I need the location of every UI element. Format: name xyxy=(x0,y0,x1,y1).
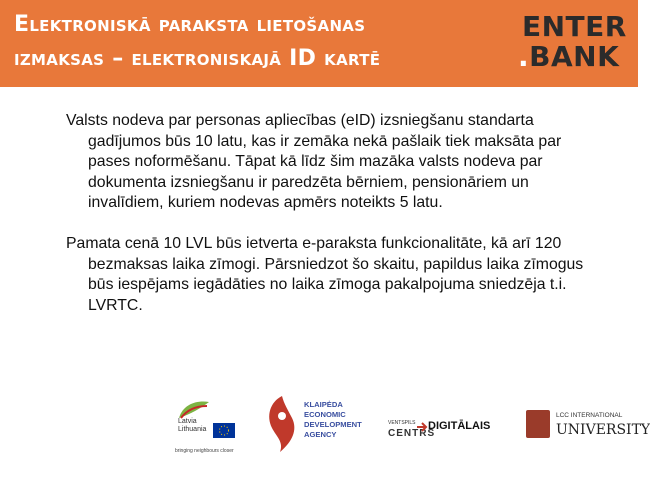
lcc-emblem-icon xyxy=(526,410,550,438)
klaipeda-text: KLAIPĖDA ECONOMIC DEVELOPMENT AGENCY xyxy=(304,400,362,439)
slide-content xyxy=(66,111,606,336)
title-line-1: Elektroniskā paraksta lietošanas xyxy=(14,12,366,37)
leaf-icon xyxy=(177,398,211,420)
digitalais-text: DIGITĀLAIS xyxy=(428,420,491,432)
paragraph-id-card-fee: Valsts nodeva par personas apliecības (eID) izsniegšanu standarta gadījumos būs 10 latu, kas ir zemāka nekā pašlaik tiek maksāta par pases noformēšanu. Tāpat kā līdz šim mazāka valsts nodeva par dokumenta izsniegšanu ir paredzēta bērniem, pensionāriem un invalīdiem, kuriem nodevas apmērs noteikts 5 latu. xyxy=(66,112,562,212)
ventspils-digital-centre-logo xyxy=(388,418,508,448)
logo-enter-text: ENTER xyxy=(522,10,627,43)
lcc-university-logo xyxy=(526,408,650,453)
ventspils-text: VENTSPILS xyxy=(388,420,416,426)
university-text: UNIVERSITY xyxy=(556,422,650,438)
logo-dot: . xyxy=(518,40,530,73)
header-bar xyxy=(0,0,638,87)
title-line-2: izmaksas – elektroniskajā ID kartē xyxy=(14,46,381,71)
logo-bank-row xyxy=(518,42,628,72)
latvia-lithuania-text: Latvia Lithuania xyxy=(178,418,207,433)
logo-bank-text: BANK xyxy=(529,40,620,73)
lcc-international-text: LCC INTERNATIONAL xyxy=(556,412,623,419)
klaipeda-emblem-icon xyxy=(262,392,302,454)
partner-logos xyxy=(0,388,650,478)
klaipeda-agency-logo xyxy=(262,392,387,454)
enter-bank-logo xyxy=(516,12,628,76)
eu-flag-icon xyxy=(213,423,235,438)
centrs-text: CENTRS xyxy=(388,428,436,439)
paragraph-e-signature: Pamata cenā 10 LVL būs ietverta e-paraksta funkcionalitāte, kā arī 120 bezmaksas laika zīmogi. Pārsniedzot šo skaitu, papildus laika zīmogus būs iespējams iegādāties no laika zīmoga pakalpojuma sniedzēja t.i. LVRTC. xyxy=(66,234,584,314)
latvia-tagline: bringing neighbours closer xyxy=(175,448,234,454)
slide-title xyxy=(14,8,494,76)
latvia-lithuania-logo xyxy=(175,398,247,458)
